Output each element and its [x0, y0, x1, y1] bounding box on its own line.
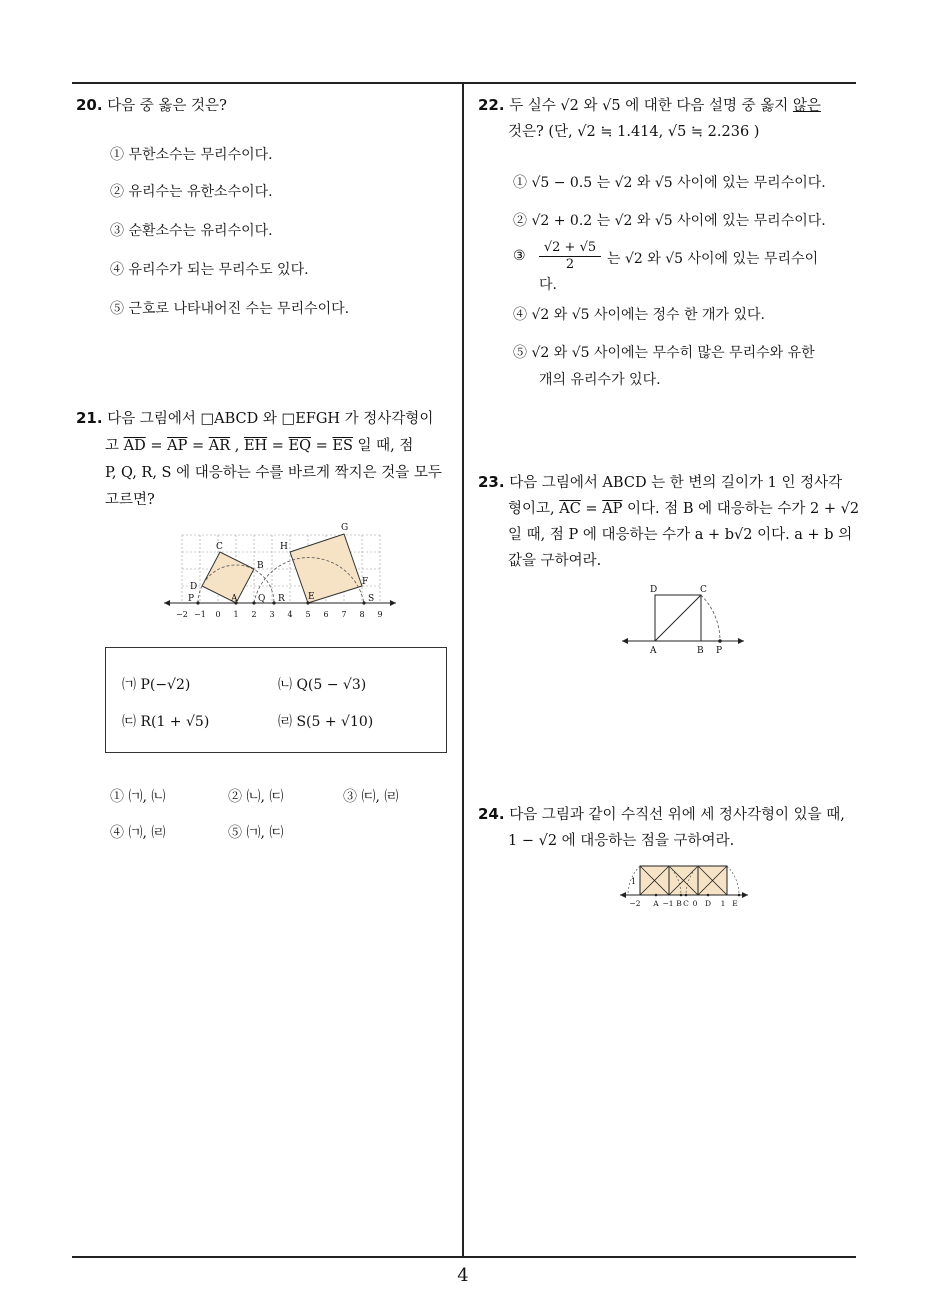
q21-statement-box — [105, 647, 447, 753]
q22-stem-line2: 것은? (단, √2 ≒ 1.414, √5 ≒ 2.236 ) — [508, 124, 760, 140]
label-c: C — [700, 585, 707, 595]
q21-axis-arrow-left — [164, 600, 170, 606]
q20-stem — [76, 94, 227, 115]
label-q: Q — [258, 594, 266, 604]
arc-ap — [701, 595, 720, 641]
tick-label: 8 — [359, 610, 365, 619]
label-h: H — [280, 542, 288, 552]
label-b: B — [697, 646, 704, 656]
side-length-label: 1 — [631, 877, 637, 886]
tick-label: −2 — [176, 610, 188, 619]
tick-label: 3 — [269, 610, 275, 619]
column-divider — [462, 83, 464, 1258]
label-a: A — [653, 899, 659, 908]
label-d: D — [650, 585, 658, 595]
tick-label: 1 — [233, 610, 239, 619]
q23-figure — [618, 580, 748, 660]
q21-text-suffix: 일 때, 점 — [357, 438, 414, 454]
tick-label: −1 — [662, 899, 674, 908]
tick-label: −1 — [194, 610, 206, 619]
q22-option-3-fraction — [539, 240, 601, 273]
q22-option-5[interactable]: ⑤ √2 와 √5 사이에는 무수히 많은 무리수와 유한 — [513, 345, 815, 361]
q23-axis-arrow-right — [738, 638, 744, 644]
label-g: G — [341, 523, 349, 533]
tick-label: −2 — [629, 899, 641, 908]
q23-text-line1: 다음 그림에서 ABCD 는 한 변의 길이가 1 인 정사각 — [509, 475, 843, 491]
q24-axis-arrow-left — [620, 892, 626, 898]
label-a: A — [650, 646, 657, 656]
q21-text-line1: 다음 그림에서 □ABCD 와 □EFGH 가 정사각형이 — [107, 411, 434, 427]
q23-number: 23. — [478, 473, 505, 491]
segment-ar: $\overline{AR}$ — [208, 438, 231, 454]
diagonal-ac — [655, 595, 701, 641]
segment-ap: $\overline{AP}$ — [167, 438, 188, 454]
square-abcd — [202, 552, 254, 603]
q23-text-b: 이다. 점 B 에 대응하는 수가 2 + √2 — [622, 501, 860, 517]
statement-4: ㈃ S(5 + √10) — [278, 714, 374, 730]
label-c: C — [683, 899, 689, 908]
segment-ap: $\overline{AP}$ — [602, 501, 623, 517]
q21-axis-arrow-right — [390, 600, 396, 606]
q21-stem-line2: 고 $\overline{AD} = \overline{AP} = \overline{AR}$ , $\overline{EH} = \overline{EQ} = \overline{ES}$ 일 때, 점 — [105, 438, 414, 454]
q21-stem-line3: P, Q, R, S 에 대응하는 수를 바르게 짝지은 것을 모두 — [105, 465, 442, 481]
label-e: E — [308, 592, 315, 602]
q22-option-3-tail: 다. — [539, 277, 557, 293]
tick-label: 6 — [323, 610, 329, 619]
segment-eq: $\overline{EQ}$ — [288, 438, 312, 454]
label-e: E — [732, 899, 738, 908]
statement-3: ㈂ R(1 + √5) — [122, 714, 210, 730]
tick-label: 1 — [720, 899, 726, 908]
q22-option-4[interactable]: ④ √2 와 √5 사이에는 정수 한 개가 있다. — [513, 307, 765, 323]
tick-label: 7 — [341, 610, 347, 619]
q20-option-5[interactable]: ⑤ 근호로 나타내어진 수는 무리수이다. — [110, 301, 350, 317]
q23-stem-line4: 값을 구하여라. — [508, 553, 602, 569]
q21-option-3[interactable]: ③ ㈂, ㈃ — [343, 789, 399, 805]
q21-stem-line4: 고르면? — [105, 492, 155, 508]
tick-label: 9 — [377, 610, 383, 619]
q22-option-5-tail: 개의 유리수가 있다. — [539, 372, 661, 388]
label-c: C — [216, 542, 223, 552]
q21-figure — [160, 520, 400, 622]
tick-label: 2 — [251, 610, 257, 619]
q23-stem-line2 — [508, 497, 859, 518]
segment-ad: $\overline{AD}$ — [123, 438, 146, 454]
statement-2: ㈁ Q(5 − √3) — [278, 677, 367, 693]
q24-text-line1: 다음 그림과 같이 수직선 위에 세 정사각형이 있을 때, — [509, 807, 845, 823]
segment-es: $\overline{ES}$ — [332, 438, 353, 454]
segment-eh: $\overline{EH}$ — [243, 438, 268, 454]
q23-stem-line3: 일 때, 점 P 에 대응하는 수가 a + b√2 이다. a + b 의 — [508, 527, 853, 543]
q20-option-3[interactable]: ③ 순환소수는 유리수이다. — [110, 223, 273, 239]
q23-axis-arrow-left — [622, 638, 628, 644]
tick-label: 0 — [215, 610, 221, 619]
label-s: S — [368, 594, 375, 604]
q20-option-4[interactable]: ④ 유리수가 되는 무리수도 있다. — [110, 262, 309, 278]
label-b: B — [257, 561, 264, 571]
q20-option-1[interactable]: ① 무한소수는 무리수이다. — [110, 147, 273, 163]
q24-figure — [618, 858, 750, 910]
square-efgh — [290, 534, 362, 603]
label-a: A — [231, 594, 238, 604]
label-f: F — [362, 577, 369, 587]
q23-eq: = — [580, 501, 603, 517]
q20-option-2[interactable]: ② 유리수는 유한소수이다. — [110, 184, 273, 200]
q24-stem-line1 — [478, 803, 845, 824]
q22-number: 22. — [478, 96, 505, 114]
q22-emphasis-not: 않은 — [792, 98, 821, 114]
top-rule — [72, 82, 856, 84]
bottom-rule — [72, 1256, 856, 1258]
q22-text-a: 두 실수 √2 와 √5 에 대한 다음 설명 중 옳지 — [509, 98, 793, 114]
q24-axis-arrow-right — [742, 892, 748, 898]
label-b: B — [676, 899, 682, 908]
q22-option-3-marker: ③ — [513, 248, 526, 264]
tick-label: 5 — [305, 610, 311, 619]
label-p: P — [716, 646, 723, 656]
q22-stem-line1 — [478, 94, 821, 115]
page-number: 4 — [457, 1265, 469, 1286]
q22-option-2[interactable]: ② √2 + 0.2 는 √2 와 √5 사이에 있는 무리수이다. — [513, 213, 826, 229]
q21-number: 21. — [76, 409, 103, 427]
label-d: D — [190, 582, 198, 592]
q21-stem-line1 — [76, 407, 433, 428]
tick-label: 0 — [692, 899, 698, 908]
point-p — [718, 639, 722, 643]
fraction-denominator: 2 — [565, 257, 575, 272]
statement-1: ㈀ P(−√2) — [122, 677, 191, 693]
fraction-numerator: √2 + √5 — [539, 240, 601, 257]
q23-text-a: 형이고, — [508, 501, 560, 517]
q20-number: 20. — [76, 96, 103, 114]
q21-option-5[interactable]: ⑤ ㈀, ㈂ — [228, 825, 284, 841]
q24-stem-line2: 1 − √2 에 대응하는 점을 구하여라. — [508, 833, 735, 849]
q21-option-1[interactable]: ① ㈀, ㈁ — [110, 789, 166, 805]
q22-option-1[interactable]: ① √5 − 0.5 는 √2 와 √5 사이에 있는 무리수이다. — [513, 175, 826, 191]
q20-text: 다음 중 옳은 것은? — [107, 98, 227, 114]
q21-option-4[interactable]: ④ ㈀, ㈃ — [110, 825, 166, 841]
tick-label: 4 — [287, 610, 293, 619]
label-r: R — [278, 594, 285, 604]
label-p: P — [188, 594, 195, 604]
label-d: D — [704, 899, 712, 908]
segment-ac: $\overline{AC}$ — [559, 501, 581, 517]
q24-number: 24. — [478, 805, 505, 823]
q21-option-2[interactable]: ② ㈁, ㈂ — [228, 789, 284, 805]
q22-option-3-text: 는 √2 와 √5 사이에 있는 무리수이 — [607, 251, 819, 267]
q23-stem-line1 — [478, 471, 842, 492]
q21-text-go: 고 — [105, 438, 120, 454]
